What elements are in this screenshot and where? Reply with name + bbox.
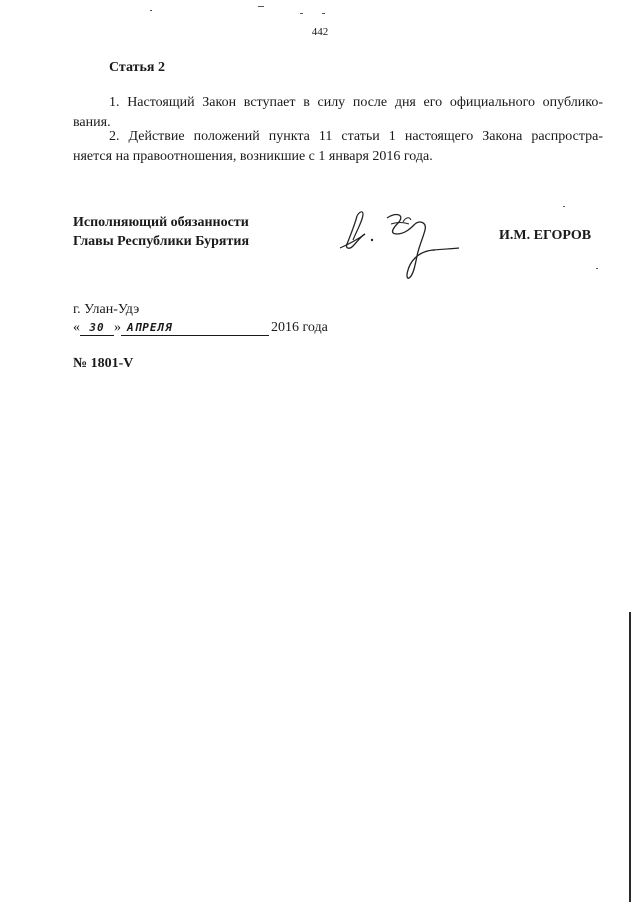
scan-speck — [150, 10, 152, 11]
scan-edge-line — [629, 612, 631, 902]
signatory-name: И.М. ЕГОРОВ — [499, 228, 592, 243]
paragraph-2-line-2: няется на правоотношения, возникшие с 1 января 2016 года. — [73, 149, 433, 164]
scan-speck — [300, 13, 303, 14]
date-month: АПРЕЛЯ — [121, 321, 269, 336]
handwritten-signature-icon — [335, 200, 470, 280]
scan-speck — [322, 13, 325, 14]
paragraph-2 — [73, 127, 603, 167]
document-number: № 1801-V — [73, 356, 134, 371]
scan-speck — [563, 206, 565, 207]
signatory-title-line-1: Исполняющий обязанности — [73, 215, 249, 230]
date-open-quote: « — [73, 320, 80, 335]
date-close-quote: » — [114, 320, 121, 335]
date-day: 30 — [80, 321, 114, 336]
date-year: 2016 года — [271, 320, 328, 335]
place-of-signing: г. Улан-Удэ — [73, 302, 140, 317]
page-number: 442 — [311, 26, 329, 38]
signatory-title — [73, 213, 249, 251]
paragraph-2-line-1: 2. Действие положений пункта 11 статьи 1 настоящего Закона распростра- — [109, 129, 603, 144]
paragraph-1-line-2: вания. — [73, 115, 111, 130]
signatory-title-line-2: Главы Республики Бурятия — [73, 234, 250, 249]
article-title: Статья 2 — [109, 60, 165, 75]
paragraph-1-line-1: 1. Настоящий Закон вступает в силу после дня его официального опублико- — [109, 95, 603, 110]
signing-date — [73, 320, 328, 340]
scan-speck — [596, 268, 598, 269]
scan-speck — [258, 6, 264, 7]
